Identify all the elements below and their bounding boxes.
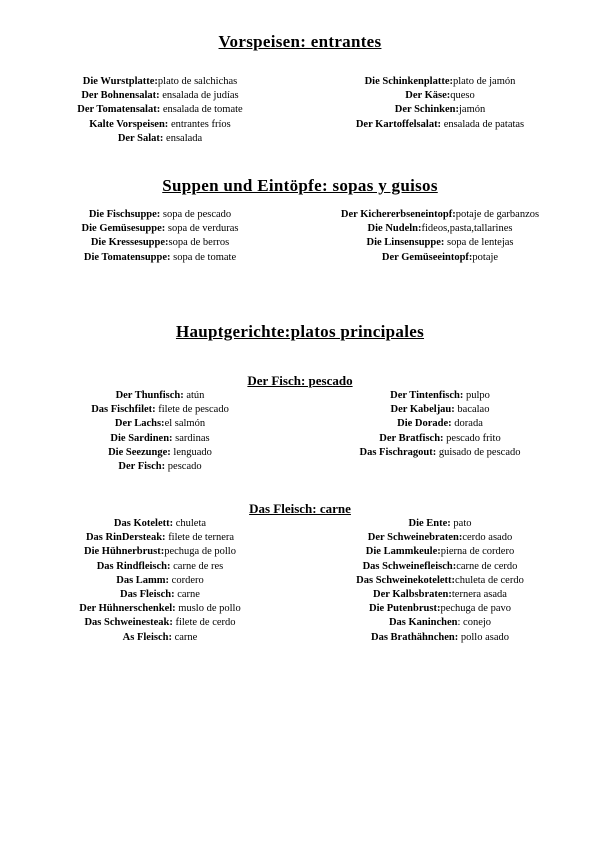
vocab-entry	[300, 89, 580, 103]
vocab-entry	[20, 103, 300, 117]
vocab-entry	[20, 460, 300, 474]
vocab-entry	[20, 403, 300, 417]
section-title-suppen: Suppen und Eintöpfe: sopas y guisos	[162, 176, 438, 195]
fisch-left-list	[20, 389, 300, 474]
german-term: Die Kressesuppe:	[90, 237, 169, 249]
german-term: Das Fischragout:	[359, 446, 437, 458]
vocab-entry	[300, 403, 580, 417]
vocab-entry	[300, 103, 580, 117]
german-term: Der Schweinebraten:	[367, 532, 463, 544]
spanish-term: atún	[183, 390, 205, 401]
vocab-entry	[20, 432, 300, 446]
vocab-entry	[20, 417, 300, 431]
vocab-entry	[300, 236, 580, 250]
spanish-term: plato de salchichas	[157, 76, 238, 87]
vocab-entry	[300, 517, 580, 531]
vocab-entry	[20, 389, 300, 403]
german-term: As Fleisch:	[122, 631, 172, 643]
spanish-term: : conejo	[457, 617, 492, 629]
german-term: Der Kartoffelsalat:	[355, 118, 442, 130]
german-term: Das Fischfilet:	[91, 404, 156, 416]
german-term: Das Brathähnchen:	[371, 631, 459, 643]
german-term: Der Salat:	[117, 132, 164, 144]
vocab-entry	[20, 132, 300, 146]
german-term: Der Kichererbseneintopf:	[340, 209, 456, 220]
vocab-entry	[20, 616, 300, 630]
german-term: Der Lachs:	[114, 418, 165, 430]
vocab-entry	[20, 236, 300, 250]
suppen-right-list	[300, 208, 580, 265]
german-term: Das Schweinekotelett:	[356, 574, 456, 586]
vocab-entry	[20, 251, 300, 265]
spanish-term: chuleta de cerdo	[455, 574, 524, 586]
vocab-entry	[300, 75, 580, 89]
vocab-entry	[20, 89, 300, 103]
vocab-entry	[20, 446, 300, 460]
vocab-entry	[300, 574, 580, 588]
vocab-entry	[20, 545, 300, 559]
spanish-term: muslo de pollo	[175, 603, 241, 615]
german-term: Die Schinkenplatte:	[364, 76, 453, 87]
german-term: Das RinDersteak:	[85, 532, 166, 544]
spanish-term: guisado de pescado	[436, 446, 521, 458]
spanish-term: ternera asada	[451, 589, 507, 601]
german-term: Das Kotelett:	[113, 518, 174, 529]
vocab-entry	[300, 446, 580, 460]
vocab-entry	[20, 631, 300, 645]
spanish-term: potaje	[472, 251, 499, 263]
german-term: Die Wurstplatte:	[82, 76, 158, 87]
vocab-entry	[300, 417, 580, 431]
german-term: Der Kabeljau:	[390, 404, 455, 416]
vorspeisen-right-list	[300, 75, 580, 132]
german-term: Das Schweinesteak:	[84, 617, 173, 629]
fleisch-left-list	[20, 517, 300, 645]
german-term: Die Gemüsesuppe:	[81, 223, 166, 235]
spanish-term: filete de pescado	[155, 404, 229, 416]
spanish-term: pato	[450, 518, 472, 529]
vocab-entry	[20, 118, 300, 132]
vocab-entry	[20, 75, 300, 89]
german-term: Der Bohnensalat:	[81, 90, 160, 102]
spanish-term: el salmón	[164, 418, 206, 430]
german-term: Die Dorade:	[397, 418, 452, 430]
german-term: Die Seezunge:	[108, 446, 171, 458]
spanish-term: pollo asado	[458, 631, 509, 643]
vocab-entry	[20, 560, 300, 574]
suppen-left-list	[20, 208, 300, 265]
spanish-term: fideos,pasta,tallarines	[421, 223, 513, 235]
vocab-entry	[300, 531, 580, 545]
german-term: Die Hühnerbrust:	[84, 546, 165, 558]
spanish-term: sardinas	[172, 432, 210, 444]
german-term: Der Schinken:	[394, 104, 460, 116]
german-term: Der Gemüseeintopf:	[381, 251, 473, 263]
vocab-entry	[300, 222, 580, 236]
spanish-term: cordero	[169, 574, 204, 586]
spanish-term: sopa de berros	[168, 237, 230, 249]
spanish-term: filete de ternera	[165, 532, 235, 544]
spanish-term: potaje de garbanzos	[455, 209, 540, 220]
spanish-term: carne	[174, 589, 200, 601]
spanish-term: pescado frito	[443, 432, 501, 444]
german-term: Das Lamm:	[116, 574, 170, 586]
spanish-term: ensalada de tomate	[160, 104, 243, 116]
german-term: Der Tomatensalat:	[77, 104, 161, 116]
vocab-entry	[20, 574, 300, 588]
spanish-term: queso	[450, 90, 475, 102]
german-term: Der Bratfisch:	[379, 432, 444, 444]
german-term: Die Linsensuppe:	[366, 237, 445, 249]
vocab-entry	[20, 517, 300, 531]
spanish-term: sopa de tomate	[170, 251, 237, 263]
german-term: Der Kalbsbraten:	[373, 589, 452, 601]
spanish-term: sopa de pescado	[160, 209, 232, 220]
spanish-term: sopa de verduras	[165, 223, 239, 235]
vocab-entry	[20, 602, 300, 616]
vocab-entry	[300, 208, 580, 222]
subsection-title-fisch: Der Fisch: pescado	[247, 373, 353, 388]
spanish-term: entrantes fríos	[168, 118, 231, 130]
section-title-vorspeisen: Vorspeisen: entrantes	[218, 32, 382, 51]
vocab-entry	[300, 616, 580, 630]
fisch-right-list	[300, 389, 580, 460]
german-term: Die Putenbrust:	[368, 603, 441, 615]
fleisch-right-list	[300, 517, 580, 645]
vocab-entry	[20, 588, 300, 602]
german-term: Die Sardinen:	[110, 432, 173, 444]
german-term: Der Hühnerschenkel:	[79, 603, 176, 615]
german-term: Die Lammkeule:	[365, 546, 441, 558]
vocab-entry	[300, 118, 580, 132]
spanish-term: carne	[171, 631, 198, 643]
vocab-entry	[300, 602, 580, 616]
german-term: Der Tintenfisch:	[390, 390, 464, 401]
spanish-term: filete de cerdo	[172, 617, 236, 629]
spanish-term: chuleta	[173, 518, 207, 529]
spanish-term: jamón	[459, 104, 486, 116]
spanish-term: ensalada de judías	[159, 90, 239, 102]
spanish-term: pechuga de pavo	[440, 603, 512, 615]
german-term: Das Fleisch:	[120, 589, 175, 601]
german-term: Die Fischsuppe:	[88, 209, 161, 220]
vocab-entry	[300, 389, 580, 403]
spanish-term: ensalada de patatas	[441, 118, 525, 130]
spanish-term: sopa de lentejas	[444, 237, 514, 249]
german-term: Die Nudeln:	[367, 223, 422, 235]
spanish-term: cerdo asado	[462, 532, 513, 544]
vocab-entry	[20, 208, 300, 222]
spanish-term: carne de res	[170, 560, 224, 572]
vocab-entry	[300, 545, 580, 559]
german-term: Das Schweinefleisch:	[362, 560, 457, 572]
spanish-term: pechuga de pollo	[164, 546, 236, 558]
vocab-entry	[20, 531, 300, 545]
spanish-term: ensalada	[163, 132, 203, 144]
vorspeisen-left-list	[20, 75, 300, 146]
german-term: Das Kaninchen	[388, 617, 458, 629]
german-term: Das Rindfleisch:	[96, 560, 171, 572]
spanish-term: dorada	[451, 418, 483, 430]
spanish-term: pierna de cordero	[440, 546, 515, 558]
german-term: Kalte Vorspeisen:	[89, 118, 169, 130]
german-term: Die Ente:	[408, 518, 451, 529]
spanish-term: carne de cerdo	[456, 560, 518, 572]
spanish-term: lenguado	[170, 446, 212, 458]
vocab-entry	[300, 432, 580, 446]
german-term: Der Käse:	[405, 90, 451, 102]
german-term: Die Tomatensuppe:	[83, 251, 171, 263]
vocab-entry	[300, 560, 580, 574]
vocab-entry	[300, 631, 580, 645]
vocab-entry	[300, 251, 580, 265]
section-title-hauptgerichte: Hauptgerichte:platos principales	[175, 322, 425, 341]
spanish-term: pescado	[165, 461, 202, 473]
vocab-entry	[20, 222, 300, 236]
german-term: Der Fisch:	[118, 461, 166, 473]
vocab-entry	[300, 588, 580, 602]
spanish-term: plato de jamón	[452, 76, 516, 87]
subsection-title-fleisch: Das Fleisch: carne	[249, 501, 351, 516]
spanish-term: pulpo	[463, 390, 490, 401]
german-term: Der Thunfisch:	[115, 390, 184, 401]
spanish-term: bacalao	[454, 404, 490, 416]
